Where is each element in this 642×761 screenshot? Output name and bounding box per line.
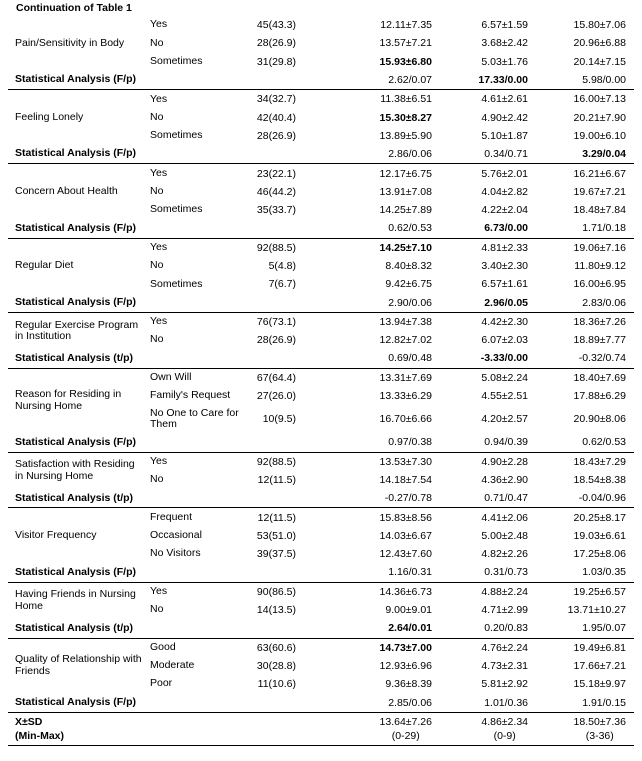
score-cell: 20.90±8.06: [573, 413, 626, 426]
stat-label: Statistical Analysis (F/p): [8, 71, 310, 90]
score-cell: 13.33±6.29: [379, 390, 432, 403]
score-cell: 18.43±7.29: [573, 455, 626, 468]
stat-row: [8, 693, 634, 712]
score-cell: 4.90±2.42: [481, 111, 528, 124]
category-label: Occasional: [150, 529, 202, 542]
stat-label: Statistical Analysis (F/p): [8, 145, 310, 164]
count-cell: 39(37.5): [256, 548, 296, 561]
score-cell: 12.93±6.96: [379, 659, 432, 672]
stat-row: [8, 619, 634, 638]
summary-label-mean: X±SD: [15, 715, 43, 728]
category-label: No Visitors: [150, 547, 201, 560]
count-cell: 28(26.9): [256, 129, 296, 142]
stat-value: 3.29/0.04: [550, 145, 634, 164]
score-cell: 11.38±6.51: [380, 93, 432, 106]
score-cell: 19.49±6.81: [573, 641, 626, 654]
stat-label: Statistical Analysis (t/p): [8, 349, 310, 368]
summary-mean: 13.64±7.26: [379, 715, 432, 728]
category-label: No: [150, 185, 164, 198]
count-cell: 53(51.0): [256, 529, 296, 542]
stat-value: 2.86/0.06: [310, 145, 446, 164]
table-row: [8, 238, 634, 257]
category-label: Yes: [150, 585, 168, 597]
count-cell: 46(44.2): [256, 185, 296, 198]
stat-value: 2.96/0.05: [446, 293, 550, 312]
stat-value: 2.83/0.06: [550, 293, 634, 312]
count-cell: 76(73.1): [256, 315, 296, 328]
score-cell: 4.76±2.24: [481, 641, 528, 654]
score-cell: 9.36±8.39: [385, 678, 432, 691]
score-cell: 6.57±1.61: [481, 278, 528, 291]
score-cell: 4.41±2.06: [481, 511, 528, 524]
table-row: [8, 452, 634, 471]
category-label: Yes: [150, 240, 168, 253]
score-cell: 14.18±7.54: [379, 473, 432, 486]
stat-value: 0.62/0.53: [550, 433, 634, 452]
score-cell: 19.00±6.10: [573, 129, 626, 142]
category-label: Sometimes: [150, 277, 203, 290]
table-row: [8, 508, 634, 527]
score-cell: 5.10±1.87: [481, 129, 528, 142]
stat-label: Statistical Analysis (F/p): [8, 563, 310, 582]
stat-row: [8, 219, 634, 238]
stat-value: 0.34/0.71: [446, 145, 550, 164]
table-row: [8, 368, 634, 387]
summary-label: [8, 712, 310, 745]
variable-label: Concern About Health: [15, 185, 118, 198]
variable-label: Feeling Lonely: [15, 110, 84, 123]
score-cell: 12.17±6.75: [379, 167, 432, 180]
score-cell: 18.40±7.69: [573, 371, 626, 384]
stat-value: 1.01/0.36: [446, 693, 550, 712]
category-label: Yes: [150, 315, 168, 328]
count-cell: 14(13.5): [256, 604, 296, 617]
count-cell: 28(26.9): [256, 334, 296, 347]
score-cell: 15.30±8.27: [379, 111, 432, 124]
category-label: Own Will: [150, 371, 192, 384]
score-cell: 15.80±7.06: [573, 19, 626, 32]
count-cell: 12(11.5): [257, 511, 296, 524]
count-cell: 45(43.3): [256, 19, 296, 32]
category-label: No: [150, 259, 164, 272]
score-cell: 18.54±8.38: [573, 473, 626, 486]
stat-value: -0.32/0.74: [550, 349, 634, 368]
stat-row: [8, 433, 634, 452]
stat-value: 0.31/0.73: [446, 563, 550, 582]
score-cell: 16.00±7.13: [573, 93, 626, 106]
category-label: Sometimes: [150, 54, 203, 67]
score-cell: 15.18±9.97: [573, 678, 626, 691]
summary-value: [550, 712, 634, 745]
count-cell: 31(29.8): [256, 55, 296, 68]
score-cell: 19.06±7.16: [573, 241, 626, 254]
stat-row: [8, 563, 634, 582]
summary-value: [310, 712, 446, 745]
table-row: [8, 90, 634, 109]
variable-label: Having Friends in Nursing Home: [15, 588, 136, 612]
category-label: No: [150, 36, 164, 49]
score-cell: 4.22±2.04: [481, 204, 528, 217]
count-cell: 7(6.7): [268, 278, 296, 291]
count-cell: 30(28.8): [256, 659, 296, 672]
table-row: [8, 638, 634, 657]
score-cell: 19.25±6.57: [573, 585, 626, 598]
stat-label: Statistical Analysis (F/p): [8, 293, 310, 312]
score-cell: 14.25±7.89: [379, 204, 432, 217]
score-cell: 5.81±2.92: [481, 678, 528, 691]
stat-value: -0.27/0.78: [310, 489, 446, 508]
score-cell: 17.88±6.29: [573, 390, 626, 403]
score-cell: 4.36±2.90: [481, 473, 528, 486]
variable-label: Reason for Residing in Nursing Home: [15, 388, 122, 412]
category-label: Family's Request: [150, 389, 231, 402]
score-cell: 14.73±7.00: [379, 641, 432, 654]
summary-range: (0-29): [391, 729, 420, 742]
score-cell: 4.20±2.57: [481, 413, 528, 426]
score-cell: 12.82±7.02: [379, 334, 432, 347]
score-cell: 13.71±10.27: [567, 604, 626, 617]
category-label: Yes: [150, 92, 168, 105]
variable-label: Quality of Relationship with Friends: [15, 653, 142, 677]
score-cell: 5.03±1.76: [481, 55, 528, 68]
table-row: [8, 16, 634, 34]
score-cell: 20.21±7.90: [573, 111, 626, 124]
score-cell: 18.89±7.77: [573, 334, 626, 347]
score-cell: 13.31±7.69: [379, 371, 432, 384]
table-row: [8, 164, 634, 183]
count-cell: 67(64.4): [256, 371, 296, 384]
score-cell: 9.42±6.75: [385, 278, 432, 291]
count-cell: 5(4.8): [268, 260, 296, 272]
count-cell: 63(60.6): [256, 641, 296, 654]
stat-value: 2.64/0.01: [310, 619, 446, 638]
category-label: No: [150, 333, 164, 346]
score-cell: 5.76±2.01: [481, 167, 528, 180]
stat-row: [8, 145, 634, 164]
score-cell: 15.93±6.80: [379, 55, 432, 68]
count-cell: 42(40.4): [256, 111, 296, 124]
summary-row: [8, 712, 634, 745]
count-cell: 27(26.0): [256, 390, 296, 403]
count-cell: 28(26.9): [256, 37, 296, 50]
summary-mean: 4.86±2.34: [481, 715, 528, 728]
category-label: Sometimes: [150, 129, 203, 142]
score-cell: 20.25±8.17: [573, 511, 626, 524]
score-cell: 14.03±6.67: [379, 529, 432, 542]
stat-value: 6.73/0.00: [446, 219, 550, 238]
score-cell: 4.81±2.33: [481, 241, 528, 254]
stat-value: 1.03/0.35: [550, 563, 634, 582]
score-cell: 16.70±6.66: [379, 413, 432, 426]
stat-row: [8, 349, 634, 368]
stat-value: 2.85/0.06: [310, 693, 446, 712]
score-cell: 12.11±7.35: [380, 19, 432, 32]
stat-value: 0.20/0.83: [446, 619, 550, 638]
score-cell: 4.82±2.26: [481, 548, 528, 561]
variable-label: Regular Exercise Program in Institution: [15, 318, 139, 343]
category-label: No: [150, 110, 164, 123]
stat-value: 0.69/0.48: [310, 349, 446, 368]
score-cell: 11.80±9.12: [574, 260, 626, 272]
count-cell: 35(33.7): [256, 204, 296, 217]
score-cell: 6.07±2.03: [481, 334, 528, 347]
stat-value: 0.94/0.39: [446, 433, 550, 452]
category-label: Frequent: [150, 510, 193, 523]
score-cell: 4.42±2.30: [481, 315, 528, 328]
category-label: Yes: [150, 166, 168, 179]
summary-mean: 18.50±7.36: [573, 715, 626, 728]
stat-row: [8, 71, 634, 90]
variable-label: Pain/Sensitivity in Body: [15, 36, 125, 49]
score-cell: 3.68±2.42: [481, 37, 528, 50]
stat-label: Statistical Analysis (t/p): [8, 489, 310, 508]
count-cell: 12(11.5): [257, 473, 296, 486]
category-label: Sometimes: [150, 203, 203, 216]
category-label: No One to Care for Them: [150, 406, 239, 431]
score-cell: 3.40±2.30: [481, 260, 528, 272]
count-cell: 23(22.1): [256, 167, 296, 180]
table-row: [8, 582, 634, 601]
stat-value: -3.33/0.00: [446, 349, 550, 368]
score-cell: 18.48±7.84: [573, 204, 626, 217]
score-cell: 4.04±2.82: [481, 185, 528, 198]
score-cell: 19.67±7.21: [573, 185, 626, 198]
score-cell: 6.57±1.59: [481, 19, 528, 32]
variable-label: Satisfaction with Residing in Nursing Home: [15, 458, 135, 482]
data-table: [8, 16, 634, 746]
score-cell: 14.36±6.73: [379, 585, 432, 598]
variable-label: Regular Diet: [15, 259, 74, 272]
score-cell: 13.53±7.30: [379, 455, 432, 468]
score-cell: 8.40±8.32: [385, 260, 432, 272]
score-cell: 5.00±2.48: [481, 529, 528, 542]
score-cell: 12.43±7.60: [379, 548, 432, 561]
score-cell: 4.88±2.24: [481, 585, 528, 598]
score-cell: 4.90±2.28: [481, 455, 528, 468]
stat-value: 1.71/0.18: [550, 219, 634, 238]
score-cell: 17.66±7.21: [573, 659, 626, 672]
stat-value: 0.71/0.47: [446, 489, 550, 508]
score-cell: 5.08±2.24: [481, 371, 528, 384]
score-cell: 13.91±7.08: [379, 185, 432, 198]
score-cell: 18.36±7.26: [573, 315, 626, 328]
stat-label: Statistical Analysis (F/p): [8, 693, 310, 712]
variable-label: Visitor Frequency: [15, 529, 97, 542]
score-cell: 14.25±7.10: [379, 241, 432, 254]
stat-label: Statistical Analysis (t/p): [8, 619, 310, 638]
score-cell: 13.57±7.21: [379, 37, 432, 50]
table-row: [8, 312, 634, 331]
score-cell: 9.00±9.01: [385, 604, 432, 617]
table-title: Continuation of Table 1: [16, 2, 132, 14]
stat-value: 1.91/0.15: [550, 693, 634, 712]
category-label: No: [150, 473, 164, 486]
score-cell: 15.83±8.56: [379, 511, 432, 524]
summary-range: (3-36): [585, 729, 614, 742]
score-cell: 20.14±7.15: [573, 55, 626, 68]
category-label: No: [150, 603, 164, 616]
stat-value: 5.98/0.00: [550, 71, 634, 90]
score-cell: 4.55±2.51: [481, 390, 528, 403]
score-cell: 13.94±7.38: [379, 315, 432, 328]
score-cell: 16.00±6.95: [573, 278, 626, 291]
stat-row: [8, 489, 634, 508]
category-label: Moderate: [150, 659, 195, 672]
score-cell: 16.21±6.67: [573, 167, 626, 180]
category-label: Yes: [150, 18, 168, 31]
score-cell: 17.25±8.06: [573, 548, 626, 561]
stat-value: 2.62/0.07: [310, 71, 446, 90]
category-label: Yes: [150, 454, 168, 467]
stat-label: Statistical Analysis (F/p): [8, 433, 310, 452]
score-cell: 19.03±6.61: [573, 529, 626, 542]
summary-label-range: (Min-Max): [15, 729, 64, 742]
count-cell: 92(88.5): [256, 455, 296, 468]
stat-value: 2.90/0.06: [310, 293, 446, 312]
stat-label: Statistical Analysis (F/p): [8, 219, 310, 238]
count-cell: 34(32.7): [256, 93, 296, 106]
score-cell: 4.73±2.31: [481, 659, 528, 672]
stat-value: 0.62/0.53: [310, 219, 446, 238]
stat-value: 17.33/0.00: [446, 71, 550, 90]
summary-value: [446, 712, 550, 745]
category-label: Good: [150, 640, 176, 653]
score-cell: 20.96±6.88: [573, 37, 626, 50]
stat-value: 1.16/0.31: [310, 563, 446, 582]
stat-value: 1.95/0.07: [550, 619, 634, 638]
count-cell: 92(88.5): [256, 241, 296, 254]
count-cell: 10(9.5): [262, 413, 296, 426]
count-cell: 11(10.6): [257, 678, 296, 691]
stat-value: 0.97/0.38: [310, 433, 446, 452]
score-cell: 13.89±5.90: [379, 129, 432, 142]
category-label: Poor: [150, 677, 173, 690]
score-cell: 4.61±2.61: [481, 93, 528, 106]
count-cell: 90(86.5): [256, 585, 296, 598]
summary-range: (0-9): [493, 729, 516, 742]
stat-value: -0.04/0.96: [550, 489, 634, 508]
stat-row: [8, 293, 634, 312]
score-cell: 4.71±2.99: [481, 604, 528, 617]
